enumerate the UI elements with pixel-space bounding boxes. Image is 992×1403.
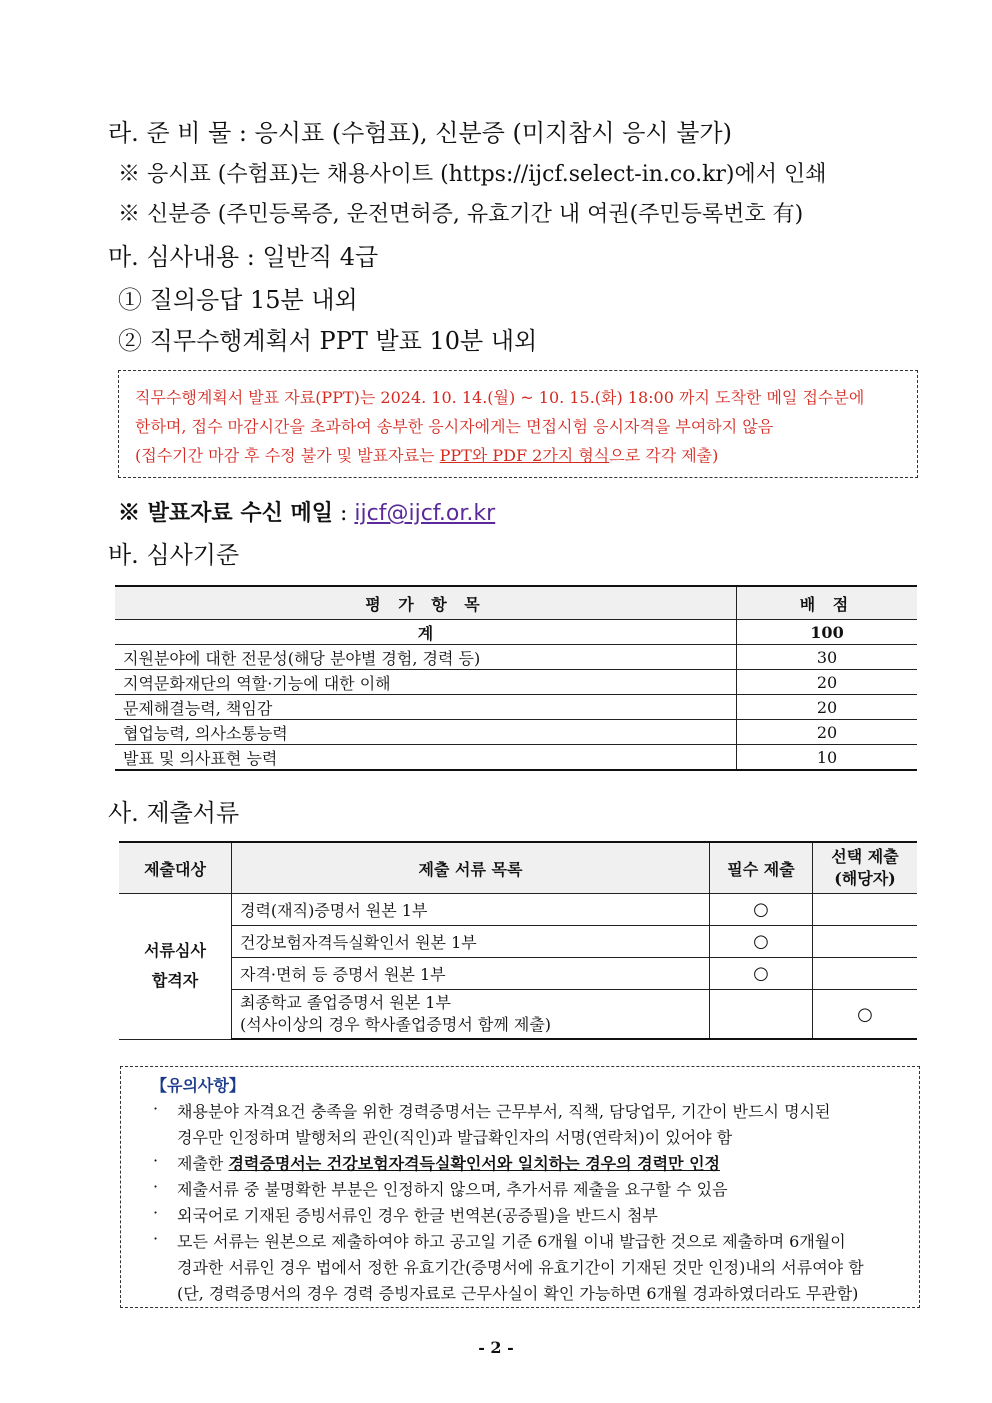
table-row	[119, 894, 917, 926]
notice-line-1: 직무수행계획서 발표 자료(PPT)는 2024. 10. 14.(월) ~ 10. 15.(화) 18:00 까지 도착한 메일 접수분에	[135, 388, 865, 407]
notice-line-3-end: 으로 각각 제출)	[609, 446, 719, 465]
caution-bullet: ·	[153, 1099, 159, 1118]
docs-header-target: 제출대상	[119, 842, 232, 894]
section-ma-title: 마. 심사내용 : 일반직 4급	[108, 243, 379, 271]
table-row	[119, 990, 917, 1040]
notice-format-underline: PPT와 PDF 2가지 형식	[439, 446, 610, 465]
caution-item-5-line3: (단, 경력증명서의 경우 경력 증빙자료로 근무사실이 확인 가능하면 6개월 경과하였더라도 무관함)	[177, 1284, 859, 1303]
criteria-item: 협업능력, 의사소통능력	[115, 720, 737, 745]
criteria-score: 10	[737, 745, 918, 771]
criteria-total-value: 100	[737, 620, 918, 645]
docs-item: 경력(재직)증명서 원본 1부	[232, 894, 710, 926]
mail-label: ※ 발표자료 수신 메일	[118, 500, 333, 526]
caution-bullet: ·	[153, 1177, 159, 1196]
notice-line-3-start: (접수기간 마감 후 수정 불가 및 발표자료는	[135, 446, 440, 465]
criteria-item: 발표 및 의사표현 능력	[115, 745, 737, 771]
criteria-total-label: 계	[115, 620, 737, 645]
criteria-score: 20	[737, 670, 918, 695]
criteria-item: 지원분야에 대한 전문성(해당 분야별 경험, 경력 등)	[115, 645, 737, 670]
mail-separator: :	[333, 501, 355, 526]
table-row	[115, 670, 917, 695]
evaluation-criteria-table	[115, 585, 917, 771]
docs-required-mark: ○	[710, 926, 813, 958]
criteria-score: 30	[737, 645, 918, 670]
caution-bullet: ·	[153, 1229, 159, 1248]
criteria-score: 20	[737, 720, 918, 745]
docs-optional-mark: ○	[813, 990, 918, 1040]
caution-box	[120, 1066, 920, 1308]
docs-target-cell	[119, 894, 232, 1040]
caution-item-2-start: 제출한	[177, 1154, 229, 1173]
criteria-header-score: 배 점	[737, 586, 918, 620]
table-row	[119, 958, 917, 990]
docs-optional-mark	[813, 958, 918, 990]
caution-item-1-line2: 경우만 인정하며 발행처의 관인(직인)과 발급확인자의 서명(연락처)이 있어야 함	[177, 1128, 733, 1147]
docs-item-line1: 최종학교 졸업증명서 원본 1부	[240, 993, 451, 1012]
caution-bullet: ·	[153, 1151, 159, 1170]
caution-bullet: ·	[153, 1203, 159, 1222]
docs-target-line1: 서류심사	[144, 941, 206, 961]
docs-target-line2: 합격자	[151, 971, 199, 991]
caution-item-2-emphasis: 경력증명서는 건강보험자격득실확인서와 일치하는 경우의 경력만 인정	[228, 1154, 721, 1173]
docs-item: 건강보험자격득실확인서 원본 1부	[232, 926, 710, 958]
criteria-item: 문제해결능력, 책임감	[115, 695, 737, 720]
table-row	[115, 645, 917, 670]
section-sa-title: 사. 제출서류	[108, 799, 240, 827]
docs-header-list: 제출 서류 목록	[232, 842, 710, 894]
caution-item-4: 외국어로 기재된 증빙서류인 경우 한글 번역본(공증필)을 반드시 첨부	[177, 1206, 658, 1225]
caution-item-5-line1: 모든 서류는 원본으로 제출하여야 하고 공고일 기준 6개월 이내 발급한 것으로 제출하며 6개월이	[177, 1232, 846, 1251]
table-row	[119, 926, 917, 958]
caution-item-5-line2: 경과한 서류인 경우 법에서 정한 유효기간(증명서에 유효기간이 기재된 것만 인정)내의 서류여야 함	[177, 1258, 864, 1277]
criteria-score: 20	[737, 695, 918, 720]
mail-line	[118, 496, 495, 527]
submission-notice-box	[118, 370, 918, 478]
ma-item-ppt: ② 직무수행계획서 PPT 발표 10분 내외	[118, 327, 538, 355]
docs-optional-mark	[813, 926, 918, 958]
caution-item-1-line1: 채용분야 자격요건 충족을 위한 경력증명서는 근무부서, 직책, 담당업무, 기간이 반드시 명시된	[177, 1102, 831, 1121]
caution-item-3: 제출서류 중 불명확한 부분은 인정하지 않으며, 추가서류 제출을 요구할 수 있음	[177, 1180, 728, 1199]
section-ba-title: 바. 심사기준	[108, 541, 240, 569]
criteria-header-item: 평 가 항 목	[115, 586, 737, 620]
caution-item-2	[177, 1151, 720, 1174]
caution-title: 【유의사항】	[151, 1076, 245, 1095]
table-row	[115, 720, 917, 745]
docs-required-mark	[710, 990, 813, 1040]
docs-header-optional-line2: (해당자)	[834, 869, 896, 888]
docs-header-optional	[813, 842, 918, 894]
docs-optional-mark	[813, 894, 918, 926]
submission-documents-table	[119, 841, 917, 1040]
criteria-total-row	[115, 620, 917, 645]
notice-line-2: 한하며, 접수 마감시간을 초과하여 송부한 응시자에게는 면접시험 응시자격을 부여하지 않음	[135, 417, 774, 436]
notice-line-3	[135, 443, 718, 466]
page-number: - 2 -	[478, 1338, 514, 1357]
section-ra-title: 라. 준 비 물 : 응시표 (수험표), 신분증 (미지참시 응시 불가)	[108, 119, 732, 147]
mail-address-link[interactable]: ijcf@ijcf.or.kr	[354, 501, 496, 526]
criteria-item: 지역문화재단의 역할·기능에 대한 이해	[115, 670, 737, 695]
ma-item-qa: ① 질의응답 15분 내외	[118, 286, 358, 314]
docs-header-required: 필수 제출	[710, 842, 813, 894]
table-row	[115, 745, 917, 771]
docs-required-mark: ○	[710, 958, 813, 990]
ra-note-ticket: ※ 응시표 (수험표)는 채용사이트 (https://ijcf.select-in.co.kr)에서 인쇄	[118, 162, 827, 187]
docs-header-optional-line1: 선택 제출	[831, 847, 899, 866]
table-row	[115, 695, 917, 720]
docs-item	[232, 990, 710, 1040]
docs-required-mark: ○	[710, 894, 813, 926]
ra-note-id: ※ 신분증 (주민등록증, 운전면허증, 유효기간 내 여권(주민등록번호 有)	[118, 202, 804, 227]
docs-item-line2: (석사이상의 경우 학사졸업증명서 함께 제출)	[240, 1015, 552, 1034]
docs-item: 자격·면허 등 증명서 원본 1부	[232, 958, 710, 990]
